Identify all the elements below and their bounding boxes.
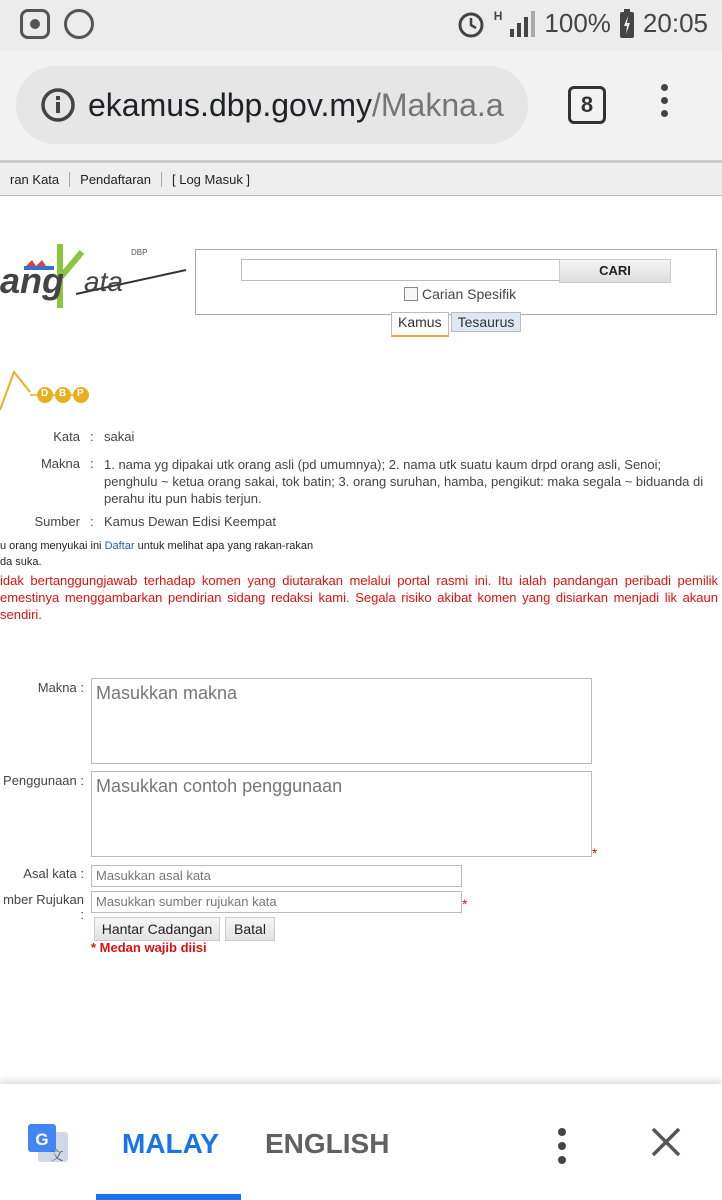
search-panel xyxy=(195,249,717,315)
battery-percent: 100% xyxy=(544,8,611,38)
url-host: ekamus.dbp.gov.my xyxy=(88,86,372,123)
tab-tesaurus[interactable]: Tesaurus xyxy=(451,312,522,332)
clock: 20:05 xyxy=(642,8,708,38)
google-translate-icon xyxy=(26,1122,70,1166)
register-link[interactable]: Daftar xyxy=(104,540,135,552)
tab-kamus[interactable]: Kamus xyxy=(391,312,449,337)
translate-bar xyxy=(0,1084,722,1200)
translate-menu-icon[interactable] xyxy=(553,1128,571,1164)
form-penggunaan-label: Penggunaan : xyxy=(3,773,84,788)
form-sumber-label: mber Rujukan : xyxy=(3,892,84,922)
signal-icon xyxy=(510,11,536,37)
url-path: /Makna.a xyxy=(371,86,504,123)
specific-search-option[interactable] xyxy=(404,286,516,302)
whatsapp-icon xyxy=(64,9,94,39)
kata-label: Kata xyxy=(53,429,80,444)
info-icon[interactable] xyxy=(40,87,76,123)
lang-malay-tab[interactable]: MALAY xyxy=(122,1128,219,1159)
search-button[interactable]: CARI xyxy=(559,259,671,283)
required-asterisk: * xyxy=(592,845,598,861)
like-info-line2: da suka. xyxy=(0,556,42,568)
tab-switcher-button[interactable]: 8 xyxy=(568,86,606,124)
sumber-rujukan-input[interactable]: Masukkan sumber rujukan kata xyxy=(91,891,462,913)
browser-menu-icon[interactable] xyxy=(654,84,674,124)
cancel-button[interactable]: Batal xyxy=(225,917,275,941)
screen-record-icon xyxy=(20,9,50,39)
nav-link-1[interactable]: ran Kata xyxy=(0,172,70,187)
required-asterisk-2: * xyxy=(462,896,468,912)
nav-link-login[interactable]: [ Log Masuk ] xyxy=(172,171,251,187)
required-note: * Medan wajib diisi xyxy=(91,940,207,955)
nav-link-register[interactable]: Pendaftaran xyxy=(70,172,162,187)
svg-text:文: 文 xyxy=(50,1149,64,1164)
form-makna-label: Makna : xyxy=(37,680,84,695)
sumber-colon: : xyxy=(90,514,94,529)
status-bar xyxy=(0,0,722,50)
penggunaan-textarea[interactable]: Masukkan contoh penggunaan xyxy=(91,771,592,857)
kata-value: sakai xyxy=(104,429,135,444)
battery-icon xyxy=(619,9,635,39)
lang-english-tab[interactable]: ENGLISH xyxy=(265,1128,390,1159)
alarm-icon xyxy=(456,9,486,39)
logo-dbp-small: DBP xyxy=(131,248,148,257)
site-nav xyxy=(0,163,722,196)
makna-label: Makna xyxy=(40,456,80,471)
like-info-text-2: untuk melihat apa yang rakan-rakan xyxy=(134,540,314,552)
close-icon[interactable] xyxy=(648,1124,684,1160)
url-text xyxy=(88,87,504,124)
search-tabs xyxy=(391,312,521,337)
site-logo[interactable] xyxy=(0,238,196,318)
browser-toolbar xyxy=(0,50,722,163)
dbp-letter-p: P xyxy=(77,388,84,399)
asal-kata-input[interactable]: Masukkan asal kata xyxy=(91,865,462,887)
logo-text-right: ata xyxy=(84,266,123,297)
logo-text-left: ang xyxy=(0,260,65,301)
like-info-text: u orang menyukai ini xyxy=(0,540,105,552)
specific-search-label: Carian Spesifik xyxy=(422,286,517,302)
kata-colon: : xyxy=(90,429,94,444)
makna-textarea[interactable]: Masukkan makna xyxy=(91,678,592,764)
makna-value: 1. nama yg dipakai utk orang asli (pd umumnya); 2. nama utk suatu kaum drpd orang asli, Senoi; penghulu ~ ketua orang sakai, tok batin; 3. orang suruhan, hamba, pengikut: maka segala ~ biduanda di perahu itu pun habis terjun. xyxy=(104,457,704,506)
dbp-letter-b: B xyxy=(59,388,67,399)
svg-text:G: G xyxy=(35,1130,49,1149)
sumber-label: Sumber xyxy=(34,514,80,529)
specific-search-checkbox[interactable] xyxy=(404,287,418,301)
makna-colon: : xyxy=(90,456,94,471)
network-type: H xyxy=(493,8,503,23)
address-bar[interactable] xyxy=(16,66,528,144)
form-asal-label: Asal kata : xyxy=(23,866,84,881)
search-input[interactable] xyxy=(241,259,562,281)
disclaimer-text: idak bertanggungjawab terhadap komen yang diutarakan melalui portal rasmi ini. Itu ialah pandangan peribadi pemilik emestinya menggambarkan pendirian sidang redaksi kami. Segala risiko akibat komen yang disiarkan menjadi lik akaun sendiri. xyxy=(0,573,718,622)
sumber-value: Kamus Dewan Edisi Keempat xyxy=(104,514,276,529)
like-info xyxy=(0,538,313,570)
submit-suggestion-button[interactable]: Hantar Cadangan xyxy=(94,917,220,941)
dbp-logo xyxy=(0,366,100,416)
active-lang-indicator xyxy=(96,1194,241,1200)
dbp-letter-d: D xyxy=(41,388,49,399)
